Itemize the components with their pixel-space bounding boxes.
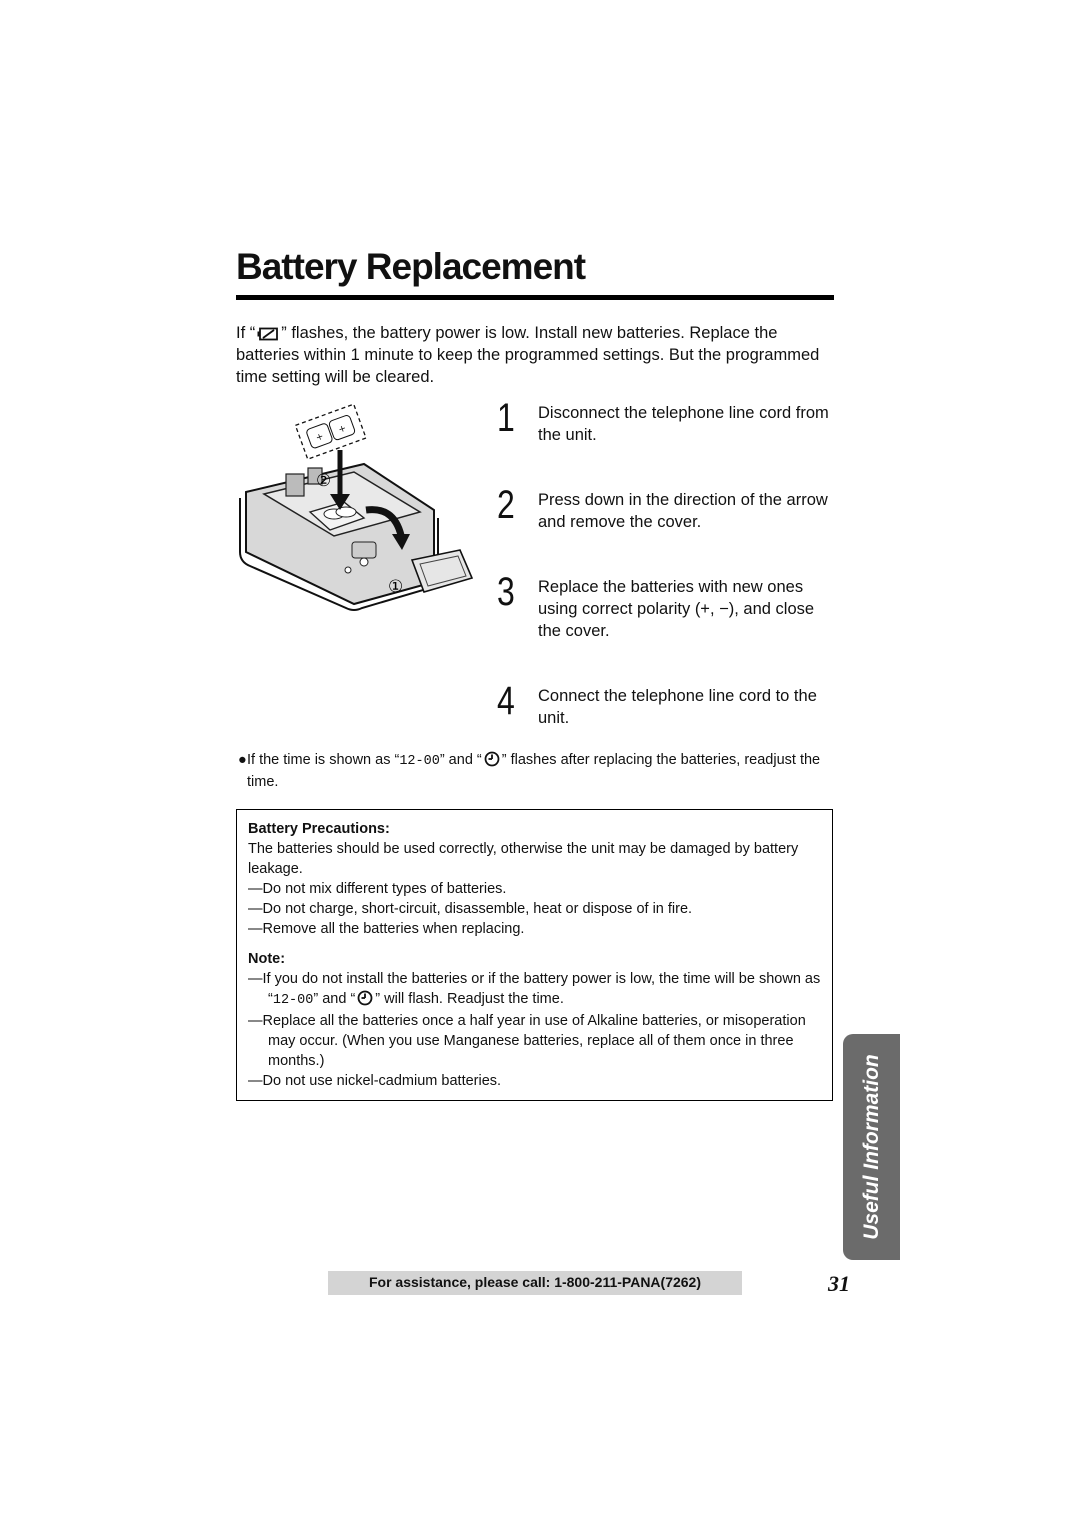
precautions-heading: Battery Precautions: — [248, 821, 390, 837]
note-item: —If you do not install the batteries or if the battery power is low, the time will be shown as “12-00” and “ ” will flash. Readjust the time. — [248, 971, 821, 1008]
time-code: 12-00 — [399, 754, 440, 769]
bullet: ● — [238, 752, 247, 768]
svg-text:+: + — [337, 423, 348, 436]
footer-assistance — [328, 1271, 742, 1295]
note-heading: Note: — [248, 951, 286, 967]
footer-text: For assistance, please call: 1-800-211-PANA(7262) — [368, 1274, 702, 1290]
page-number: 31 — [828, 1271, 850, 1296]
note-item: —Do not use nickel-cadmium batteries. — [248, 1073, 502, 1089]
step-text: Disconnect the telephone line cord from the unit. — [538, 404, 829, 444]
precaution-item: —Do not charge, short-circuit, disassemble, heat or dispose of in fire. — [248, 901, 693, 917]
step-text: Replace the batteries with new ones using correct polarity (+, −), and close the cover. — [538, 578, 815, 640]
step-text: Press down in the direction of the arrow and remove the cover. — [538, 491, 828, 531]
battery-low-icon — [257, 327, 279, 341]
step-number: 1 — [497, 396, 515, 440]
note-item: —Replace all the batteries once a half year in use of Alkaline batteries, or misoperation may occur. (When you use Manganese batteries, replace all of them once in three months.) — [248, 1013, 806, 1069]
intro-paragraph: If “ ” flashes, the battery power is low. Install new batteries. Replace the batteries within 1 minute to keep the programmed settings. But the programmed time setting will be cleared. — [236, 324, 820, 386]
precaution-item: —Do not mix different types of batteries. — [248, 881, 507, 897]
telephone-base-illustration — [234, 402, 474, 612]
svg-text:+: + — [314, 431, 326, 444]
time-code: 12-00 — [272, 993, 314, 1008]
precautions-intro: The batteries should be used correctly, otherwise the unit may be damaged by battery leakage. — [248, 841, 799, 877]
precaution-item: —Remove all the batteries when replacing. — [248, 921, 525, 937]
step-number: 4 — [497, 679, 515, 723]
marker-2: ② — [316, 471, 332, 491]
precautions-box — [236, 809, 833, 1101]
step-text: Connect the telephone line cord to the unit. — [538, 687, 817, 727]
section-tab-label: Useful Information — [859, 1054, 883, 1240]
time-reset-note: ● If the time is shown as “12-00” and “ ” flashes after replacing the batteries, readjust the time. — [238, 752, 821, 790]
title-rule — [236, 295, 834, 300]
marker-1: ① — [388, 577, 404, 597]
step-number: 3 — [497, 570, 515, 614]
clock-icon — [484, 751, 500, 767]
clock-icon — [357, 990, 373, 1006]
step-number: 2 — [497, 483, 515, 527]
section-tab — [843, 1034, 900, 1260]
page-title: Battery Replacement — [236, 246, 586, 287]
